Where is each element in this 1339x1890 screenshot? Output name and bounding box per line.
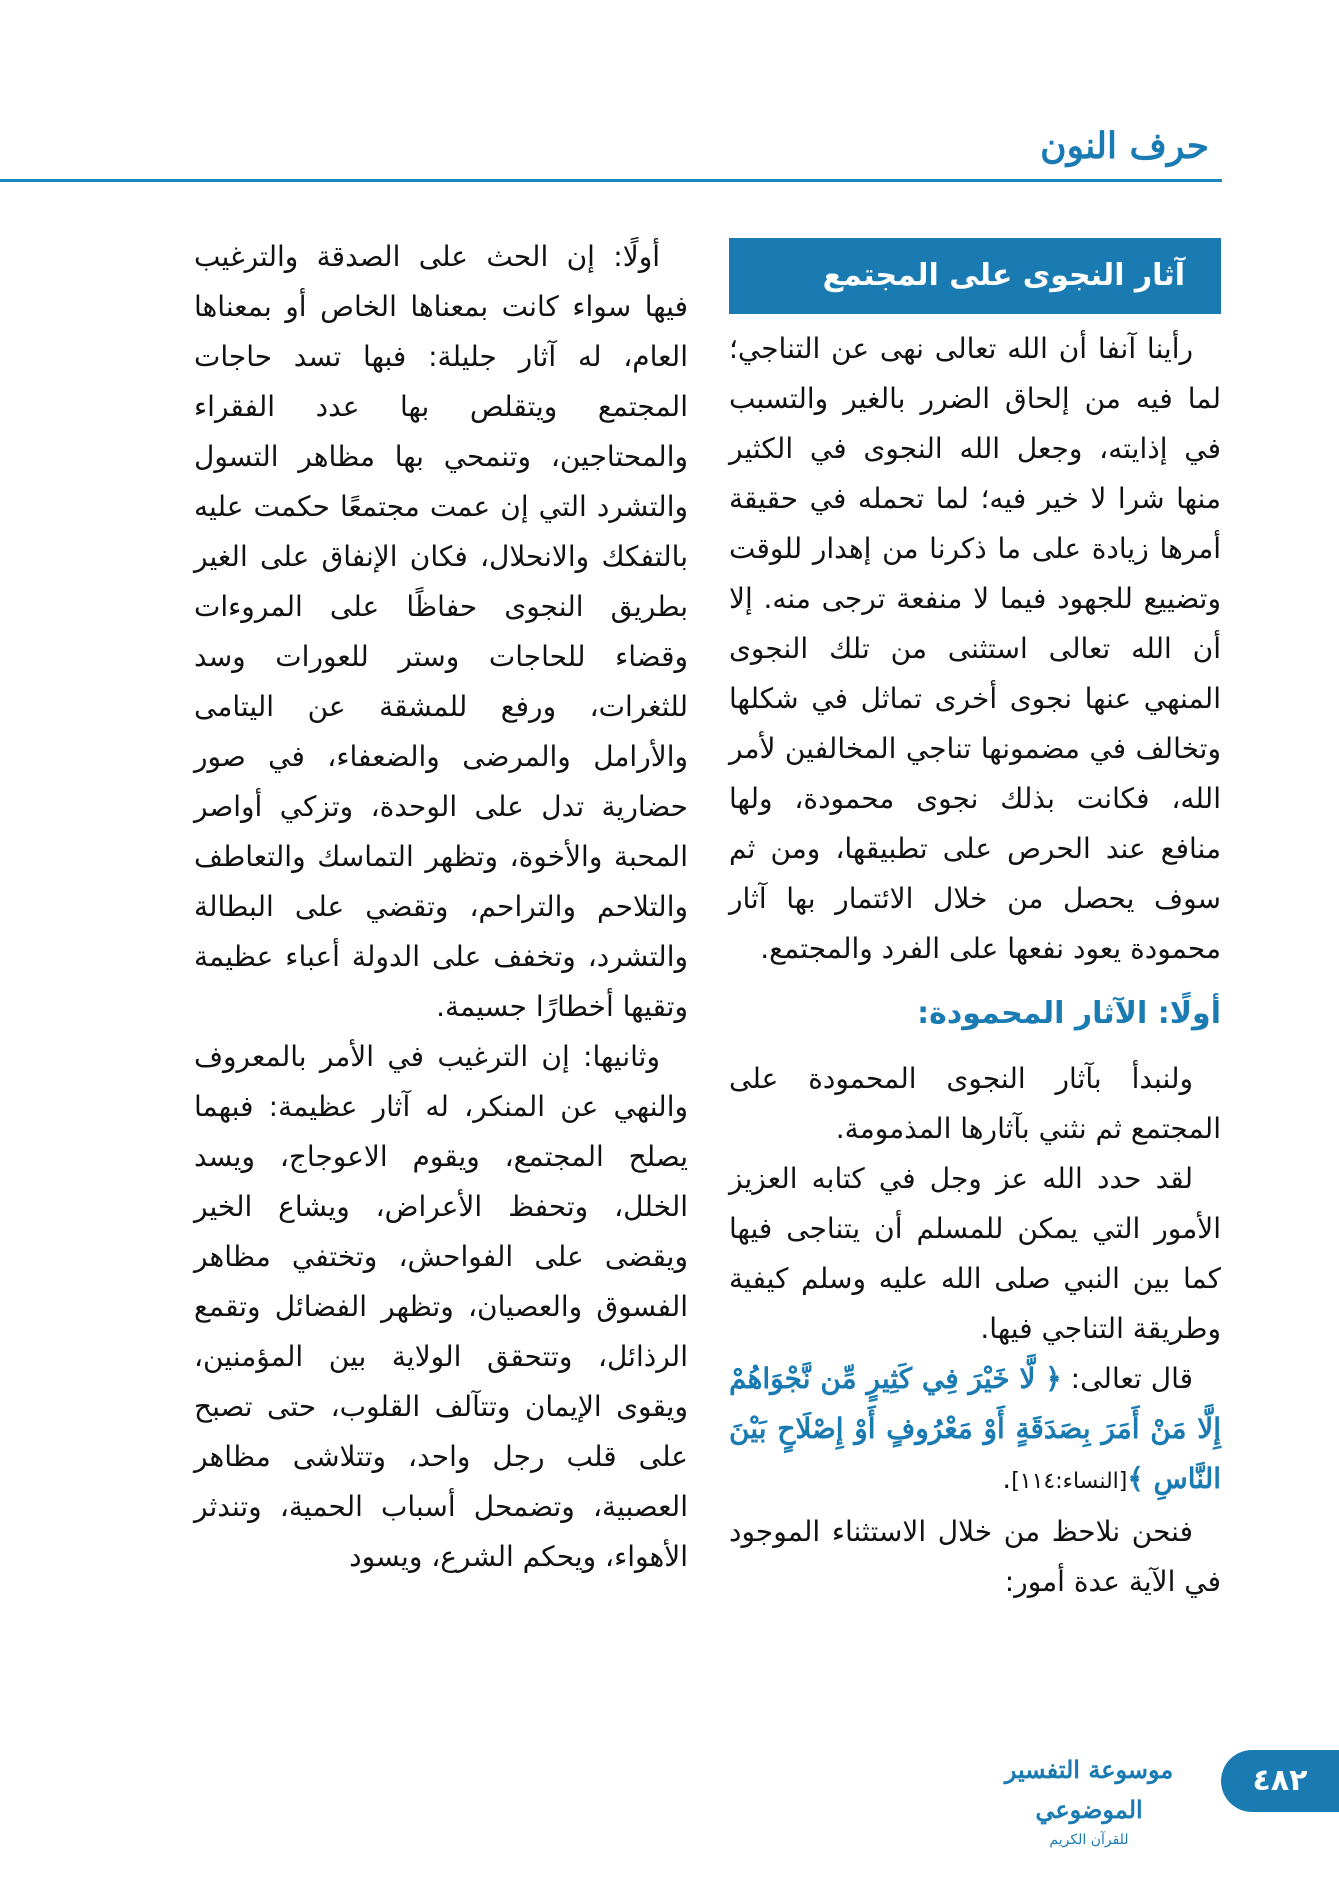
page-number: ٤٨٢ — [1221, 1750, 1339, 1812]
series-logo — [989, 1750, 1189, 1848]
paragraph: وثانيها: إن الترغيب في الأمر بالمعروف والنهي عن المنكر، له آثار عظيمة: فبهما يصلح المجتمع، ويقوم الاعوجاج، ويسد الخلل، وتحفظ الأعراض، ويشاع الخير ويقضى على الفواحش، وتختفي مظاهر الفسوق والعصيان، وتظهر الفضائل وتقمع الرذائل، وتتحقق الولاية بين المؤمنين، ويقوى الإيمان وتتآلف القلوب، حتى تصبح على قلب رجل واحد، وتتلاشى مظاهر العصبية، وتضمحل أسباب الحمية، وتندثر الأهواء، ويحكم الشرع، ويسود — [194, 1040, 688, 1573]
paragraph: أولًا: إن الحث على الصدقة والترغيب فيها سواء كانت بمعناها الخاص أو بمعناها العام، له آثار جليلة: فبها تسد حاجات المجتمع ويتقلص بها عدد الفقراء والمحتاجين، وتنمحي بها مظاهر التسول والتشرد التي إن عمت مجتمعًا حكمت عليه بالتفكك والانحلال، فكان الإنفاق على الغير بطريق النجوى حفاظًا على المروءات وقضاء للحاجات وستر للعورات وسد للثغرات، ورفع للمشقة عن اليتامى والأرامل والمرضى والضعفاء، في صور حضارية تدل على الوحدة، وتزكي أواصر المحبة والأخوة، وتظهر التماسك والتعاطف والتلاحم والتراحم، وتقضي على البطالة والتشرد، وتخفف على الدولة أعباء عظيمة وتقيها أخطارًا جسيمة. — [194, 240, 688, 1023]
paragraph: فنحن نلاحظ من خلال الاستثناء الموجود في الآية عدة أمور: — [729, 1515, 1221, 1598]
verse-end: . — [1002, 1462, 1012, 1495]
verse-reference: [النساء:١١٤] — [1011, 1469, 1128, 1494]
paragraph: ولنبدأ بآثار النجوى المحمودة على المجتمع ثم نثني بآثارها المذمومة. — [729, 1062, 1221, 1145]
series-subtitle: للقرآن الكريم — [1049, 1832, 1129, 1848]
paragraph: رأينا آنفا أن الله تعالى نهى عن التناجي؛ لما فيه من إلحاق الضرر بالغير والتسبب في إذايته، وجعل الله النجوى في الكثير منها شرا لا خير فيه؛ لما تحمله في حقيقة أمرها زيادة على ما ذكرنا من إهدار للوقت وتضييع للجهود فيما لا منفعة ترجى منه. إلا أن الله تعالى استثنى من تلك النجوى المنهي عنها نجوى أخرى تماثل في شكلها وتخالف في مضمونها تناجي المخالفين لأمر الله، فكانت بذلك نجوى محمودة، ولها منافع عند الحرص على تطبيقها، ومن ثم سوف يحصل من خلال الائتمار بها آثار محمودة يعود نفعها على الفرد والمجتمع. — [729, 332, 1221, 965]
section-title: آثار النجوى على المجتمع — [729, 238, 1221, 314]
verse-intro: قال تعالى: — [1061, 1362, 1193, 1395]
right-column — [729, 232, 1221, 1607]
subheading: أولًا: الآثار المحمودة: — [917, 996, 1221, 1031]
header-divider — [0, 179, 1222, 182]
verse-paragraph — [729, 1354, 1221, 1507]
quran-verse: ﴿ لَّا خَيْرَ فِي كَثِيرٍ مِّن نَّجْوَاهُمْ إِلَّا مَنْ أَمَرَ بِصَدَقَةٍ أَوْ مَعْرُوفٍ أَوْ إِصْلَاحٍ بَيْنَ النَّاسِ ﴾ — [729, 1362, 1221, 1495]
page-footer — [0, 1740, 1339, 1848]
left-column — [194, 232, 688, 1582]
chapter-title: حرف النون — [1040, 125, 1209, 167]
series-title: موسوعة التفسير الموضوعي — [1004, 1755, 1174, 1824]
paragraph: لقد حدد الله عز وجل في كتابه العزيز الأمور التي يمكن للمسلم أن يتناجى فيها كما بين النبي صلى الله عليه وسلم كيفية وطريقة التناجي فيها. — [729, 1162, 1221, 1345]
